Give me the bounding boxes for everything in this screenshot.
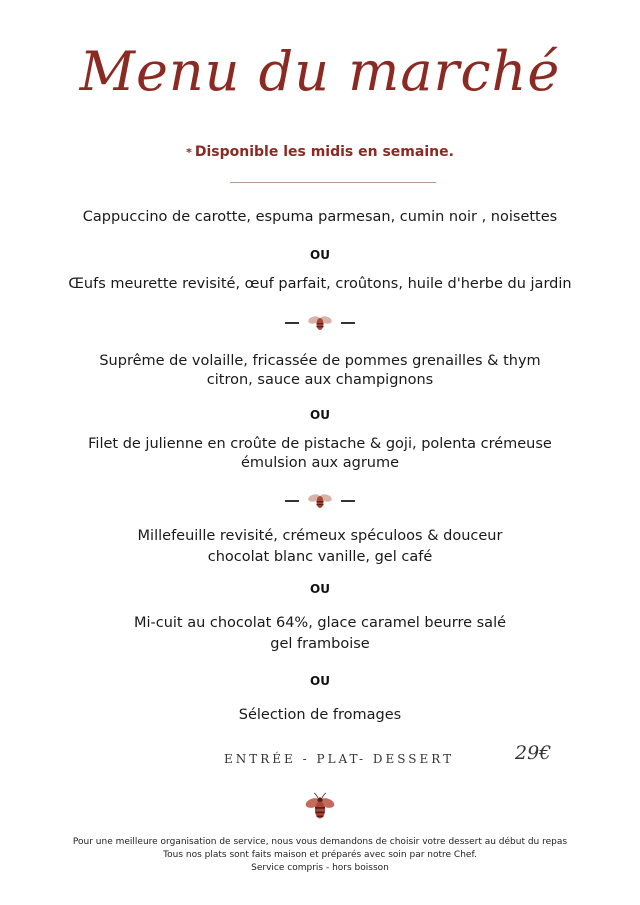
bee-emblem xyxy=(0,792,640,826)
footer-line-2: Tous nos plats sont faits maison et préparés avec soin par notre Chef. xyxy=(163,850,477,860)
or-separator: OU xyxy=(310,582,330,596)
formula-price: 29€ xyxy=(515,742,552,764)
availability-note xyxy=(0,144,640,160)
dessert-3: Sélection de fromages xyxy=(238,707,402,723)
dessert-2 xyxy=(0,613,640,655)
entree-2: Œufs meurette revisité, œuf parfait, croûtons, huile d'herbe du jardin xyxy=(68,276,572,292)
dessert-1-line-1: Millefeuille revisité, crémeux spéculoos & douceur xyxy=(137,528,503,544)
dash-left xyxy=(285,322,299,324)
plat-1-line-1: Suprême de volaille, fricassée de pommes grenailles & thym xyxy=(99,353,541,369)
availability-text: Disponible les midis en semaine. xyxy=(194,144,454,160)
dessert-2-line-2: gel framboise xyxy=(270,636,370,652)
formula-label: ENTRÉE - PLAT- DESSERT xyxy=(224,752,455,766)
bee-icon xyxy=(307,492,333,510)
or-separator: OU xyxy=(310,408,330,422)
course-separator xyxy=(0,314,640,332)
dessert-1 xyxy=(0,526,640,568)
dash-right xyxy=(341,322,355,324)
plat-2-line-1: Filet de julienne en croûte de pistache & goji, polenta crémeuse xyxy=(88,436,552,452)
or-separator: OU xyxy=(310,248,330,262)
dash-right xyxy=(341,500,355,502)
bee-icon xyxy=(305,792,335,822)
dash-left xyxy=(285,500,299,502)
title-divider xyxy=(230,182,436,183)
entree-1: Cappuccino de carotte, espuma parmesan, cumin noir , noisettes xyxy=(82,209,558,225)
footer-line-1: Pour une meilleure organisation de service, nous vous demandons de choisir votre dessert au début du repas xyxy=(72,837,568,847)
bee-icon xyxy=(307,314,333,332)
plat-2-line-2: émulsion aux agrume xyxy=(240,455,400,471)
menu-title: Menu du marché xyxy=(79,40,561,103)
plat-1 xyxy=(0,352,640,390)
dessert-1-line-2: chocolat blanc vanille, gel café xyxy=(207,549,433,565)
or-separator: OU xyxy=(310,674,330,688)
dessert-2-line-1: Mi-cuit au chocolat 64%, glace caramel beurre salé xyxy=(133,615,507,631)
course-separator xyxy=(0,492,640,510)
footer-line-3: Service compris - hors boisson xyxy=(251,863,389,873)
plat-2 xyxy=(0,435,640,473)
footer-notes xyxy=(0,836,640,875)
plat-1-line-2: citron, sauce aux champignons xyxy=(206,372,434,388)
star-mark: * xyxy=(186,146,192,159)
